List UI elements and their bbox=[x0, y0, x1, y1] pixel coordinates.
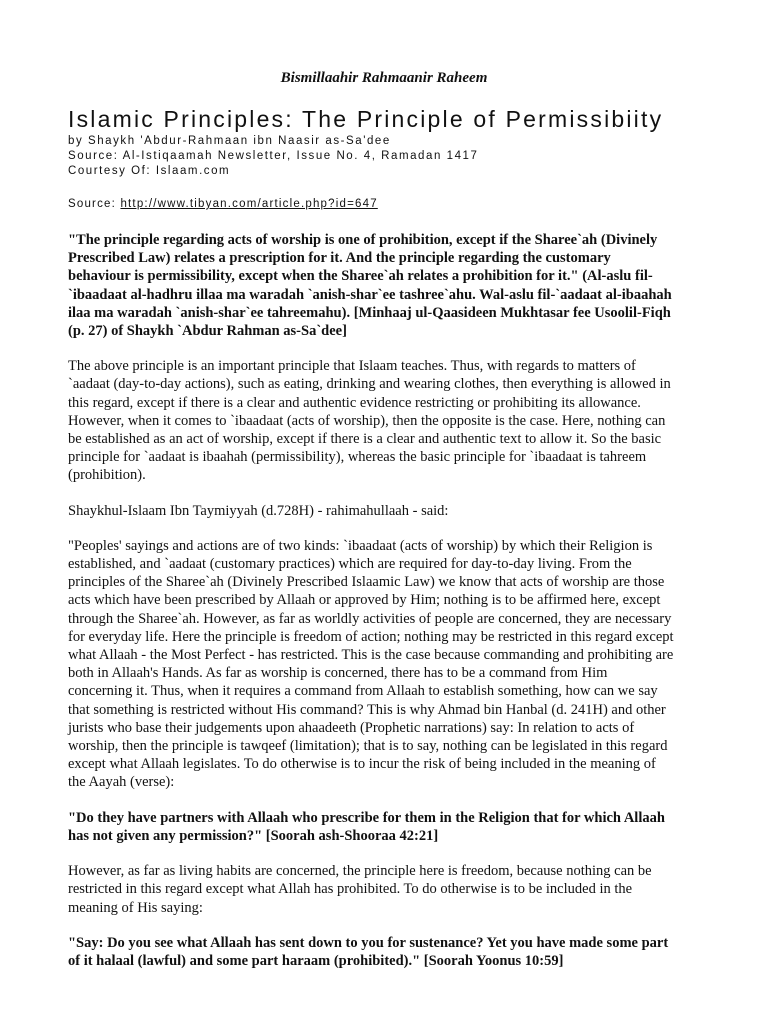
quote-paragraph bbox=[68, 934, 728, 970]
paragraph-line: concerning it. Thus, when it requires a command from Allaah to establish something, how can we say bbox=[68, 683, 658, 700]
paragraph-line: that something is restricted without His command? This is why Ahmad bin Hanbal (d. 241H) and other bbox=[68, 701, 666, 718]
paragraph-line: The above principle is an important principle that Islaam teaches. Thus, with regards to matters of bbox=[68, 358, 636, 375]
paragraph-line: established, and `aadaat (customary practices) which are required for day-to-day living. From the bbox=[68, 556, 632, 573]
bismillah-heading: Bismillaahir Rahmaanir Raheem bbox=[280, 70, 488, 86]
quote-paragraph bbox=[68, 809, 728, 845]
paragraph-line: `aadaat (day-to-day actions), such as eating, drinking and wearing clothes, then everything is allowed in bbox=[68, 376, 671, 393]
article-title: Islamic Principles: The Principle of Permissibiity bbox=[68, 106, 664, 132]
paragraph-line: this regard, except if there is a clear and authentic evidence restricting or prohibiting its allowance. bbox=[68, 394, 641, 411]
paragraph-line: behaviour is permissibility, except when the Sharee`ah relates a prohibition for it." (Al-aslu fil- bbox=[68, 268, 653, 285]
paragraph-line: (p. 27) of Shaykh `Abdur Rahman as-Sa`dee] bbox=[68, 323, 347, 340]
paragraph-line: principle for `aadaat is ibaahah (permissibility), whereas the basic principle for `ibaadaat is tahreem bbox=[68, 449, 647, 466]
paragraph-line: for everyday life. Here the principle is freedom of action; nothing may be restricted in this regard except bbox=[68, 628, 674, 645]
body-paragraph bbox=[68, 537, 728, 792]
paragraph-line: "Do they have partners with Allaah who prescribe for them in the Religion that for which Allaah bbox=[68, 809, 665, 826]
paragraph-line: jurists who base their judgements upon ahaadeeth (Prophetic narrations) say: In relation to acts of bbox=[68, 719, 635, 736]
body-paragraph bbox=[68, 502, 728, 520]
source-publication-line: Source: Al-Istiqaamah Newsletter, Issue No. 4, Ramadan 1417 bbox=[68, 150, 479, 162]
paragraph-line: "The principle regarding acts of worship is one of prohibition, except if the Sharee`ah (Divinely bbox=[68, 232, 658, 248]
paragraph-line: of it halaal (lawful) and some part haraam (prohibited)." [Soorah Yoonus 10:59] bbox=[68, 952, 564, 969]
source-link[interactable]: http://www.tibyan.com/article.php?id=647 bbox=[120, 198, 378, 210]
paragraph-line: Prescribed Law) relates a prescription for it. And the principle regarding the customary bbox=[68, 250, 611, 267]
paragraph-line: (prohibition). bbox=[68, 467, 146, 484]
paragraph-line: meaning of His saying: bbox=[68, 899, 203, 916]
paragraph-line: ilaa ma waradah `anish-shar`ee tahreemahu). [Minhaaj ul-Qaasideen Mukhtasar fee Usoolil-Fiqh bbox=[68, 304, 671, 321]
author-line: by Shaykh 'Abdur-Rahmaan ibn Naasir as-Sa'dee bbox=[68, 135, 391, 147]
paragraph-line: except what Allaah legislates. To do otherwise is to incur the risk of being included in the meaning of bbox=[68, 756, 656, 773]
paragraph-line: `ibaadaat al-hadhru illaa ma waradah `anish-shar`ee tashree`ahu. Wal-aslu fil-`aadaat al-ibaahah bbox=[68, 286, 672, 303]
paragraph-line: "Say: Do you see what Allaah has sent down to you for sustenance? Yet you have made some part bbox=[68, 934, 669, 951]
quote-paragraph bbox=[68, 231, 728, 340]
paragraph-line: Shaykhul-Islaam Ibn Taymiyyah (d.728H) - rahimahullaah - said: bbox=[68, 502, 449, 519]
paragraph-line: be established as an act of worship, except if there is a clear and authentic text to allow it. So the basic bbox=[68, 431, 662, 448]
paragraph-line: through the Sharee`ah. However, as far as worldly activities of people are concerned, they are necessary bbox=[68, 610, 672, 627]
paragraph-line: "Peoples' sayings and actions are of two kinds: `ibaadaat (acts of worship) by which their Religion is bbox=[68, 537, 653, 554]
courtesy-line: Courtesy Of: Islaam.com bbox=[68, 165, 231, 177]
paragraph-line: restricted in this regard except what Allah has prohibited. To do otherwise is to be included in the bbox=[68, 881, 633, 898]
paragraph-line: has not given any permission?" [Soorah ash-Shooraa 42:21] bbox=[68, 827, 439, 844]
body-paragraph bbox=[68, 862, 728, 917]
article-body bbox=[68, 231, 728, 987]
paragraph-line: both in Allaah's Hands. As far as worship is concerned, there has to be a command from Him bbox=[68, 665, 608, 682]
paragraph-line: worship, then the principle is tawqeef (limitation); that is to say, nothing can be legislated in this regard bbox=[68, 738, 668, 755]
paragraph-line: However, as far as living habits are concerned, the principle here is freedom, because nothing can be bbox=[68, 863, 652, 880]
source-link-label: Source: bbox=[68, 198, 121, 210]
paragraph-line: the Aayah (verse): bbox=[68, 774, 175, 791]
article-meta bbox=[68, 134, 748, 179]
body-paragraph bbox=[68, 357, 728, 484]
paragraph-line: what Allaah - the Most Perfect - has restricted. This is the case because commanding and prohibiting are bbox=[68, 647, 674, 664]
source-link-line bbox=[68, 197, 748, 212]
paragraph-line: However, when it comes to `ibaadaat (acts of worship), then the opposite is the case. Here, nothing can bbox=[68, 412, 666, 429]
paragraph-line: acts which have been prescribed by Allaah or approved by Him; nothing is to be affirmed here, except bbox=[68, 592, 661, 609]
paragraph-line: principles of the Sharee`ah (Divinely Prescribed Islaamic Law) we know that acts of worship are those bbox=[68, 574, 665, 591]
